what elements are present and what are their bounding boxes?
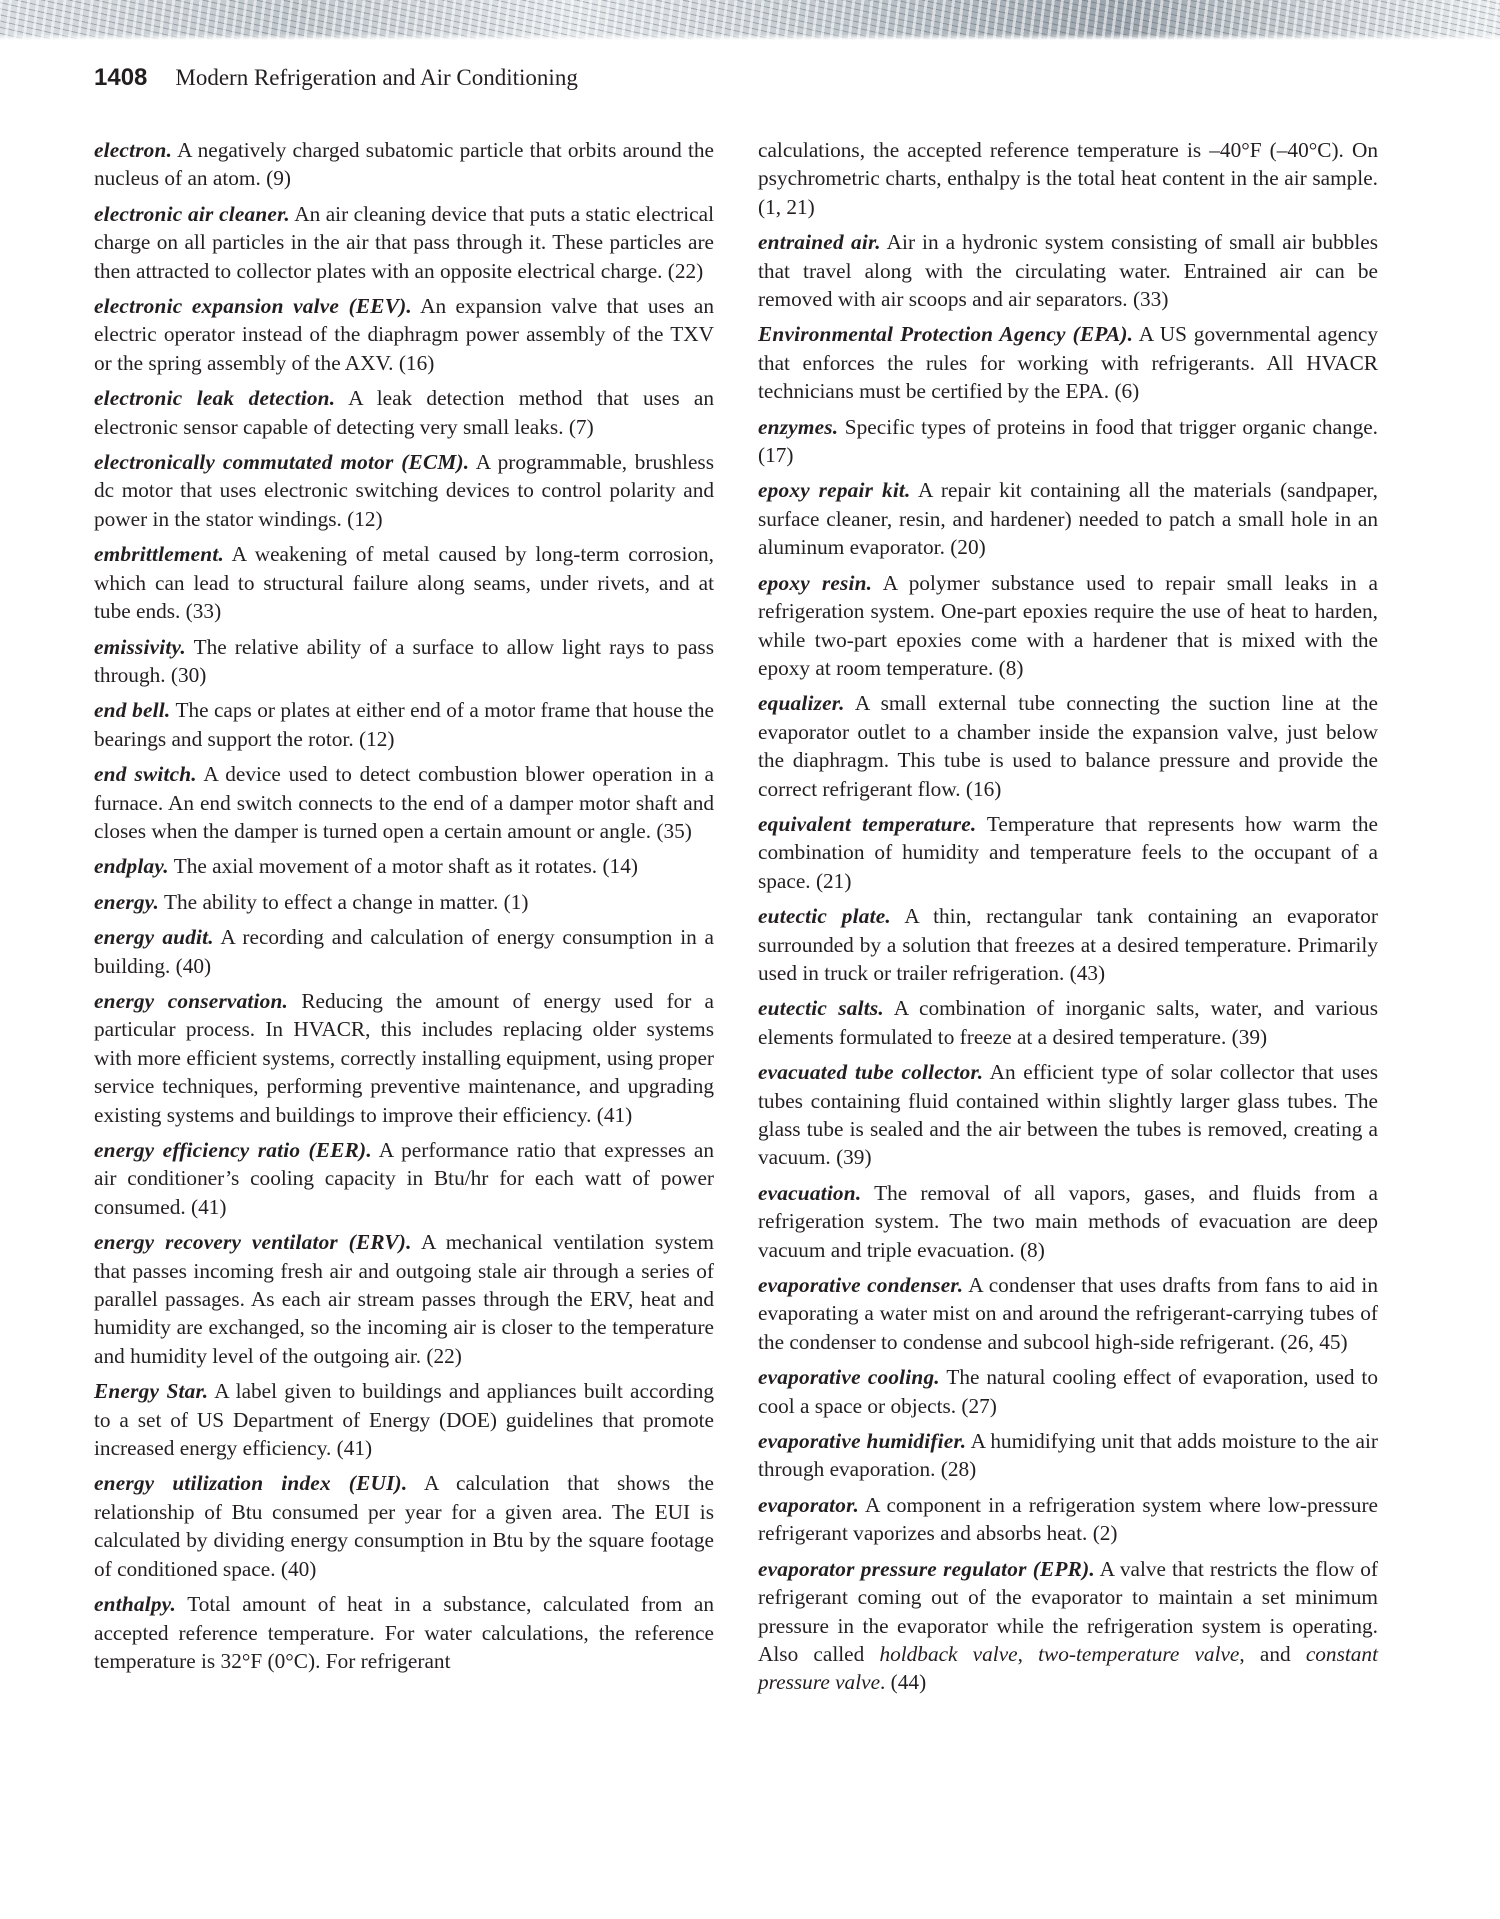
running-title: Modern Refrigeration and Air Conditioning	[175, 65, 578, 90]
glossary-entry-evaporative-condenser	[758, 1271, 1378, 1356]
entry-term: end bell.	[94, 698, 171, 723]
entry-definition: A repair kit containing all the materials (sandpaper, surface cleaner, resin, and hardener) needed to patch a small hole in an aluminum evaporator. (20)	[758, 478, 1378, 560]
glossary-entry-epa	[758, 320, 1378, 405]
entry-definition: The natural cooling effect of evaporation, used to cool a space or objects. (27)	[758, 1365, 1378, 1418]
glossary-entry-evacuated-tube-collector	[758, 1058, 1378, 1172]
glossary-entry-energy-audit	[94, 923, 714, 980]
entry-term: energy efficiency ratio (EER).	[94, 1138, 372, 1162]
entry-term: evacuation.	[758, 1180, 862, 1205]
entry-term: embrittlement.	[94, 542, 224, 567]
entry-term: enthalpy.	[94, 1592, 177, 1617]
glossary-entry-electron	[94, 136, 714, 193]
entry-definition: A valve that restricts the flow of refrigerant coming out of the evaporator to maintain a set minimum pressure in the evaporator while the refrigeration system is operating. Also called	[758, 1556, 1378, 1666]
glossary-entry-electronic-expansion-valve	[94, 292, 714, 377]
entry-term: electronic air cleaner.	[94, 201, 290, 226]
entry-term: endplay.	[94, 854, 169, 879]
entry-term: equivalent temperature.	[758, 811, 977, 836]
glossary-column-right	[758, 136, 1378, 1704]
glossary-entry-electronic-leak-detection	[94, 384, 714, 441]
glossary-entry-evaporative-humidifier	[758, 1427, 1378, 1484]
glossary-entry-eui	[94, 1469, 714, 1583]
glossary-entry-endplay	[94, 852, 714, 880]
glossary-entry-emissivity	[94, 633, 714, 690]
glossary-entry-ecm	[94, 448, 714, 533]
glossary-entry-eutectic-salts	[758, 994, 1378, 1051]
entry-definition: A small external tube connecting the suction line at the evaporator outlet to a chamber inside the expansion valve, just below the diaphragm. This tube is used to balance pressure and provide the correct refrigerant flow. (16)	[758, 691, 1378, 801]
entry-definition: A condenser that uses drafts from fans to aid in evaporating a water mist on and around the refrigerant-carrying tubes of the condenser to condense and subcool high-side refrigerant. (26, 45)	[758, 1273, 1379, 1354]
entry-definition-separator: , and	[1239, 1641, 1306, 1666]
entry-definition: A device used to detect combustion blower operation in a furnace. An end switch connects to the end of a damper motor shaft and closes when the damper is turned open a certain amount or angle. (35)	[94, 762, 714, 843]
glossary-entry-epoxy-resin	[758, 569, 1378, 683]
entry-definition: Temperature that represents how warm the combination of humidity and temperature feels to the occupant of a space. (21)	[758, 811, 1378, 893]
entry-definition: A recording and calculation of energy consumption in a building. (40)	[94, 925, 714, 978]
entry-definition: The axial movement of a motor shaft as it rotates. (14)	[168, 854, 638, 879]
glossary-entry-end-bell	[94, 696, 714, 753]
entry-term: evaporator pressure regulator (EPR).	[758, 1556, 1095, 1581]
entry-definition: Total amount of heat in a substance, calculated from an accepted reference temperature. For water calculations, the reference temperature is 32°F (0°C). For refrigerant	[94, 1592, 714, 1673]
glossary-entry-evaporator	[758, 1491, 1378, 1548]
entry-term: evaporator.	[758, 1492, 859, 1517]
glossary-entry-epoxy-repair-kit	[758, 476, 1378, 561]
glossary-entry-enzymes	[758, 413, 1378, 470]
entry-term: Environmental Protection Agency (EPA).	[758, 322, 1134, 347]
entry-term: epoxy repair kit.	[758, 478, 911, 503]
glossary-entry-energy-conservation	[94, 987, 714, 1129]
entry-definition: A calculation that shows the relationship of Btu consumed per year for a given area. The EUI is calculated by dividing energy consumption in Btu by the square footage of conditioned space. (40)	[94, 1471, 715, 1581]
entry-term: enzymes.	[758, 414, 839, 439]
glossary-entry-energy	[94, 888, 714, 916]
entry-alias: constant pressure valve	[758, 1641, 1378, 1695]
entry-term: Energy Star.	[94, 1379, 209, 1404]
glossary-entry-end-switch	[94, 760, 714, 845]
entry-term: energy utilization index (EUI).	[94, 1471, 408, 1496]
glossary-entry-eer	[94, 1136, 714, 1221]
entry-term: energy audit.	[94, 925, 214, 950]
entry-definition: The ability to effect a change in matter. (1)	[159, 889, 529, 914]
entry-definition-separator: ,	[1017, 1641, 1039, 1666]
entry-definition: A polymer substance used to repair small leaks in a refrigeration system. One-part epoxies require the use of heat to harden, while two-part epoxies come with a hardener that is mixed with the epoxy at room temperature. (8)	[758, 570, 1378, 680]
glossary-entry-entrained-air	[758, 228, 1378, 313]
entry-definition: An air cleaning device that puts a static electrical charge on all particles in the air that pass through it. These particles are then attracted to collector plates with an opposite electrical charge. (22)	[94, 201, 714, 283]
entry-term: epoxy resin.	[758, 570, 873, 595]
entry-definition: A negatively charged subatomic particle that orbits around the nucleus of an atom. (9)	[94, 138, 714, 191]
entry-definition: A leak detection method that uses an electronic sensor capable of detecting very small leaks. (7)	[94, 386, 714, 439]
entry-definition: A weakening of metal caused by long-term corrosion, which can lead to structural failure along seams, under rivets, and at tube ends. (33)	[94, 542, 714, 624]
glossary-entry-eutectic-plate	[758, 902, 1378, 987]
glossary-entry-epr	[758, 1555, 1378, 1697]
glossary-column-left	[94, 136, 714, 1682]
entry-definition: Specific types of proteins in food that trigger organic change. (17)	[758, 414, 1378, 468]
entry-definition: A US governmental agency that enforces the rules for working with refrigerants. All HVACR technicians must be certified by the EPA. (6)	[758, 322, 1378, 404]
entry-definition: A mechanical ventilation system that passes incoming fresh air and outgoing stale air through a series of parallel passages. As each air stream passes through the ERV, heat and humidity are exchanged, so the incoming air is closer to the temperature and humidity level of the outgoing air. (22)	[94, 1230, 714, 1368]
entry-definition: An efficient type of solar collector that uses tubes containing fluid contained within slightly larger glass tubes. The glass tube is sealed and the air between the tubes is removed, creating a vacuum. (39)	[758, 1060, 1378, 1170]
entry-definition: calculations, the accepted reference temperature is –40°F (–40°C). On psychrometric charts, enthalpy is the total heat content in the air sample. (1, 21)	[758, 138, 1378, 219]
entry-term: evaporative humidifier.	[758, 1429, 967, 1454]
entry-term: emissivity.	[94, 634, 186, 659]
entry-term: energy recovery ventilator (ERV).	[94, 1230, 412, 1255]
entry-definition: Reducing the amount of energy used for a particular process. In HVACR, this includes replacing older systems with more efficient systems, correctly installing equipment, using proper service techniques, performing preventive maintenance, and upgrading existing systems and buildings to improve their efficiency. (41)	[94, 988, 714, 1127]
entry-definition: The removal of all vapors, gases, and fluids from a refrigeration system. The two main methods of evacuation are deep vacuum and triple evacuation. (8)	[758, 1180, 1378, 1262]
entry-term: electronic expansion valve (EEV).	[94, 294, 412, 319]
entry-term: end switch.	[94, 762, 197, 787]
entry-term: electron.	[94, 138, 173, 162]
glossary-entry-evaporative-cooling	[758, 1363, 1378, 1420]
entry-definition: A combination of inorganic salts, water, and various elements formulated to freeze at a desired temperature. (39)	[758, 996, 1378, 1049]
entry-definition: An expansion valve that uses an electric operator instead of the diaphragm power assembly of the TXV or the spring assembly of the AXV. (16)	[94, 294, 714, 375]
entry-alias: holdback valve	[879, 1641, 1018, 1666]
entry-definition: A thin, rectangular tank containing an evaporator surrounded by a solution that freezes at a desired temperature. Primarily used in truck or trailer refrigeration. (43)	[758, 904, 1378, 985]
entry-definition: The caps or plates at either end of a motor frame that house the bearings and support the rotor. (12)	[94, 698, 714, 751]
entry-term: electronically commutated motor (ECM).	[94, 450, 470, 475]
decorative-header-texture	[0, 0, 1500, 40]
entry-term: eutectic plate.	[758, 904, 891, 929]
entry-definition: A programmable, brushless dc motor that uses electronic switching devices to control polarity and power in the stator windings. (12)	[94, 450, 714, 531]
glossary-entry-embrittlement	[94, 540, 714, 625]
entry-term: equalizer.	[758, 691, 845, 716]
page-header	[94, 64, 578, 94]
entry-term: evaporative condenser.	[758, 1273, 964, 1298]
glossary-entry-enthalpy-continued	[758, 136, 1378, 221]
entry-definition: A component in a refrigeration system where low-pressure refrigerant vaporizes and absorbs heat. (2)	[758, 1492, 1378, 1546]
entry-term: eutectic salts.	[758, 996, 884, 1021]
glossary-entry-electronic-air-cleaner	[94, 200, 714, 285]
glossary-entry-equivalent-temperature	[758, 810, 1378, 895]
entry-term: entrained air.	[758, 230, 881, 255]
glossary-entry-energy-star	[94, 1377, 714, 1462]
entry-term: evaporative cooling.	[758, 1365, 940, 1390]
entry-alias: two-temperature valve	[1038, 1641, 1240, 1666]
entry-term: energy.	[94, 889, 160, 914]
glossary-entry-evacuation	[758, 1179, 1378, 1264]
entry-term: electronic leak detection.	[94, 386, 336, 411]
glossary-entry-erv	[94, 1228, 714, 1370]
entry-definition: A performance ratio that expresses an air conditioner’s cooling capacity in Btu/hr for each watt of power consumed. (41)	[94, 1138, 714, 1219]
entry-definition: A humidifying unit that adds moisture to the air through evaporation. (28)	[758, 1429, 1378, 1482]
entry-definition-tail: . (44)	[880, 1670, 927, 1695]
glossary-entry-equalizer	[758, 689, 1378, 803]
entry-term: energy conservation.	[94, 988, 289, 1013]
entry-definition: The relative ability of a surface to allow light rays to pass through. (30)	[94, 634, 714, 687]
entry-term: evacuated tube collector.	[758, 1060, 984, 1085]
glossary-entry-enthalpy	[94, 1590, 714, 1675]
entry-definition: Air in a hydronic system consisting of small air bubbles that travel along with the circulating water. Entrained air can be removed with air scoops and air separators. (33)	[758, 230, 1378, 312]
page-number: 1408	[94, 64, 148, 91]
entry-definition: A label given to buildings and appliances built according to a set of US Department of Energy (DOE) guidelines that promote increased energy efficiency. (41)	[94, 1379, 714, 1461]
